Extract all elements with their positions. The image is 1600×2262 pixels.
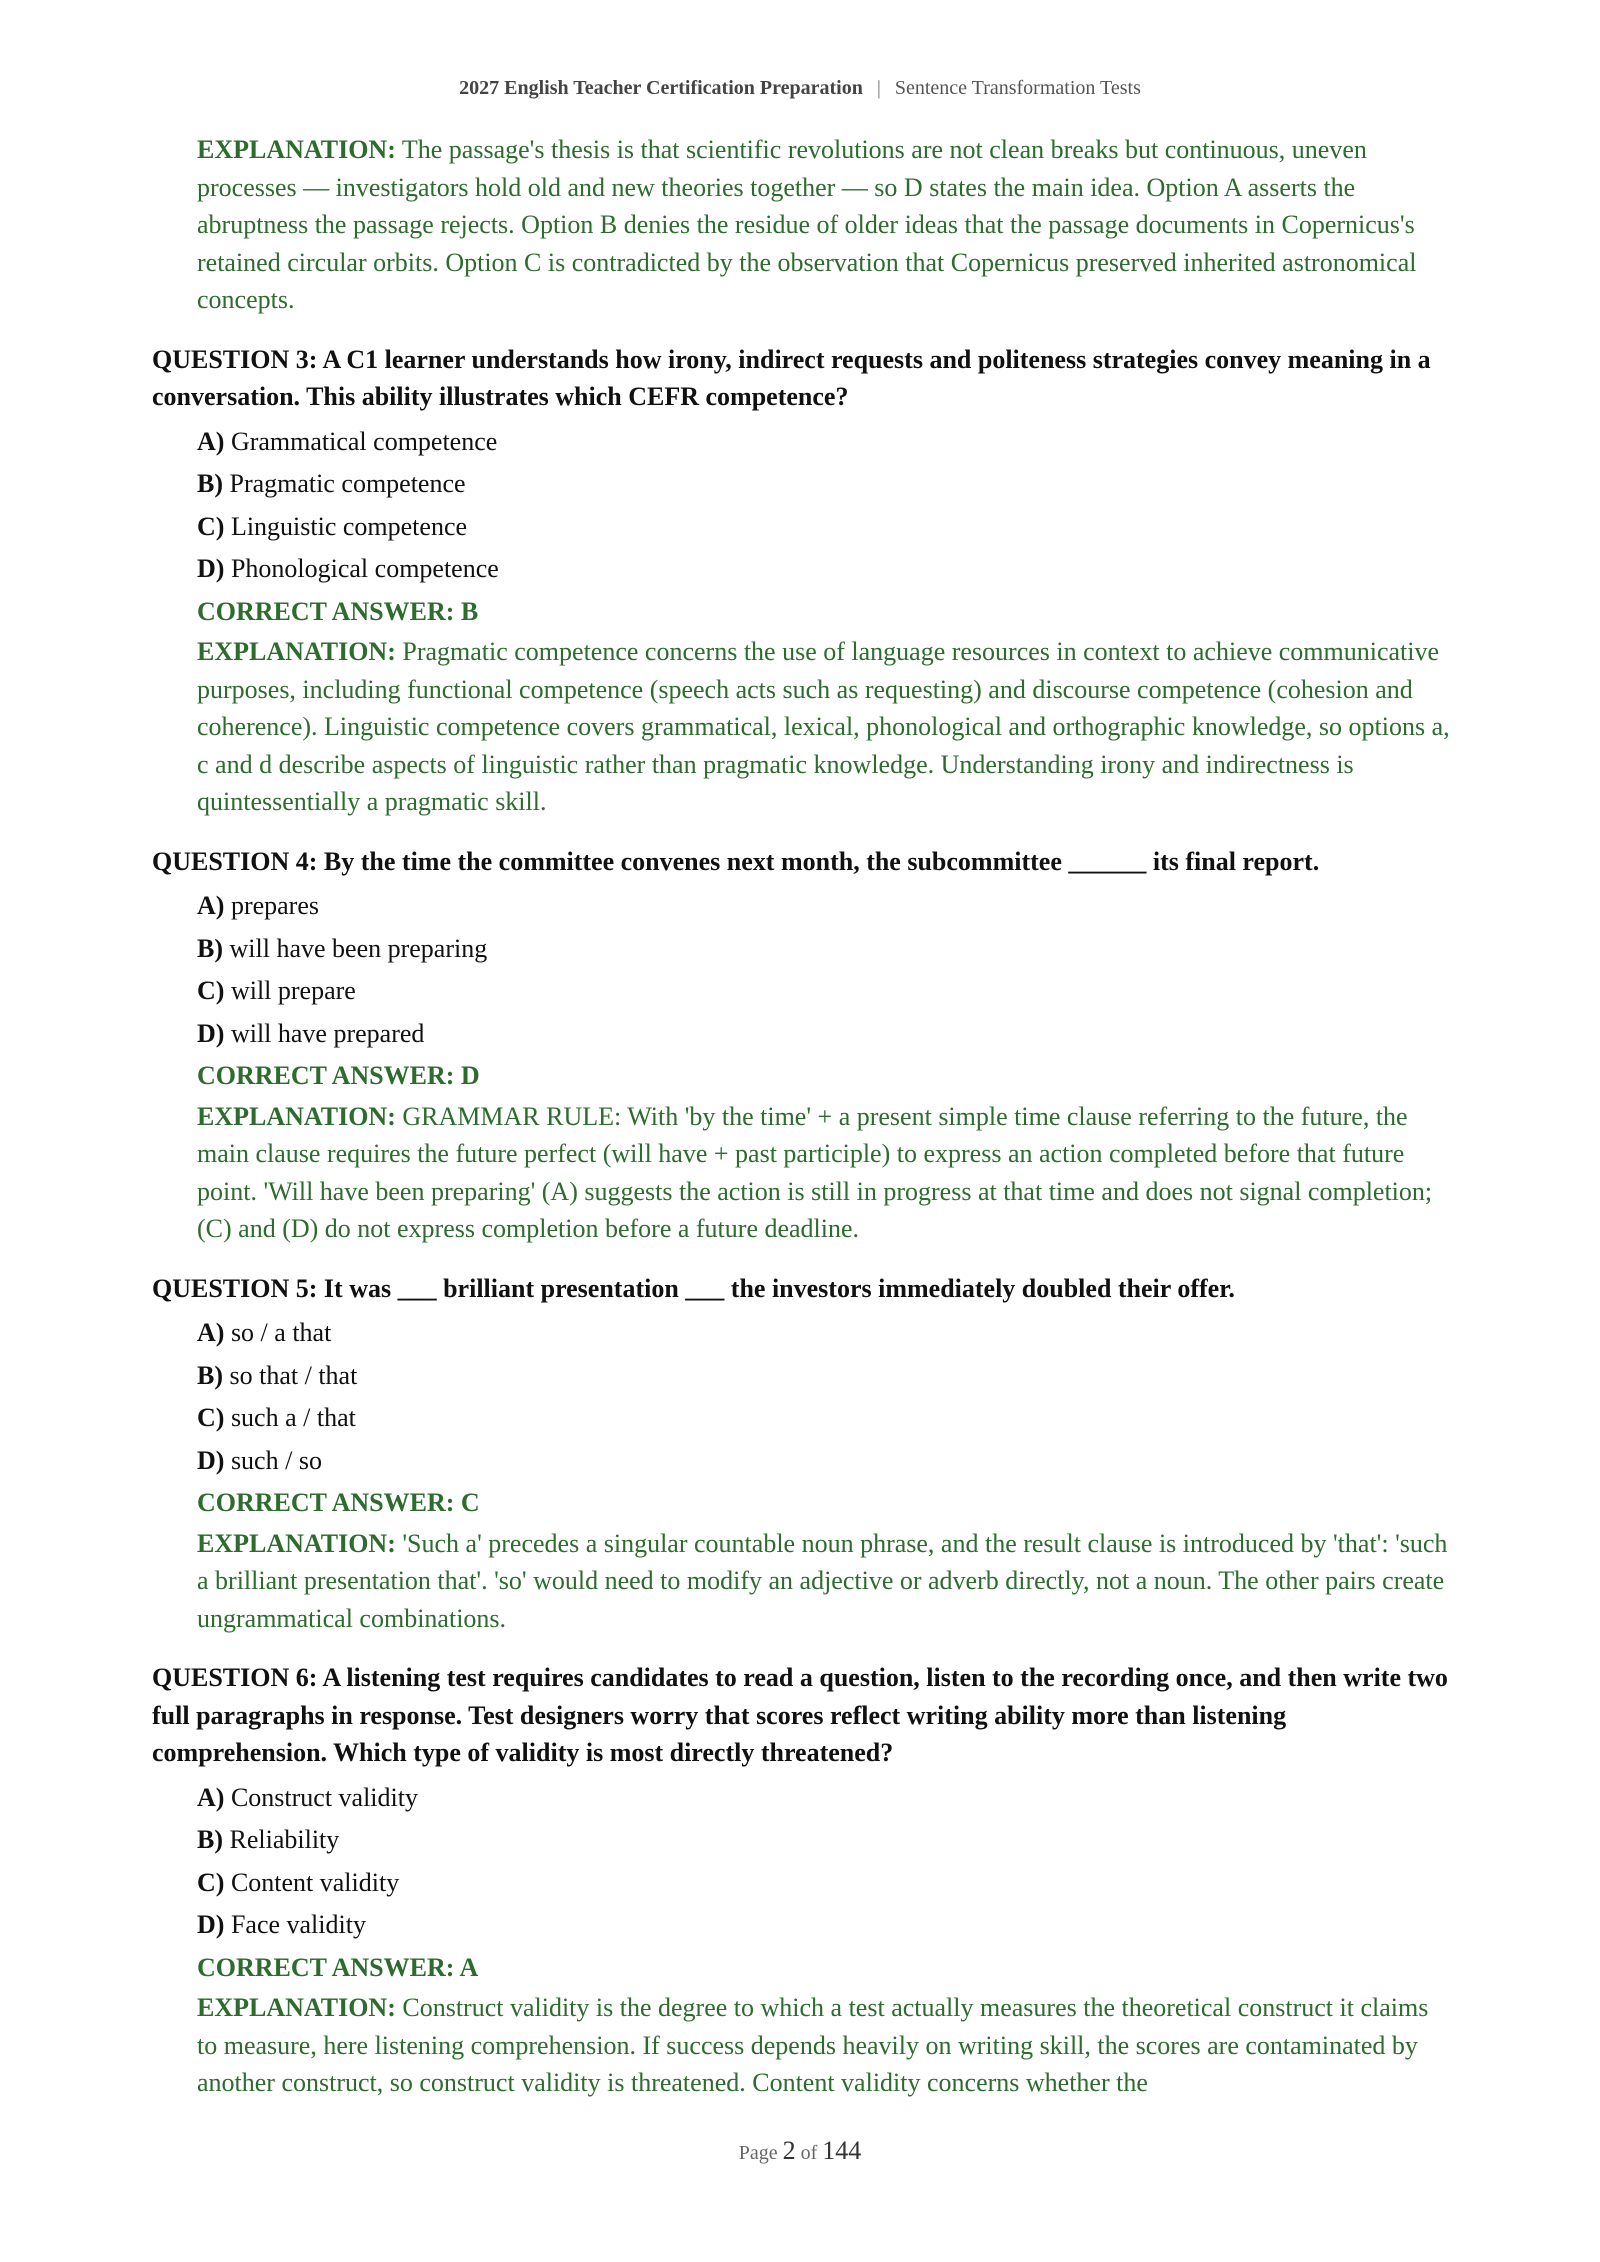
explanation xyxy=(197,633,1452,821)
intro-explanation xyxy=(197,131,1452,319)
explanation-label: EXPLANATION: xyxy=(197,135,396,164)
document-subtitle: Sentence Transformation Tests xyxy=(894,77,1141,99)
explanation xyxy=(197,1098,1452,1248)
option-letter: A) xyxy=(197,1782,225,1812)
explanation-text: 'Such a' precedes a singular countable noun phrase, and the result clause is introduced by 'that': 'such a brilliant presentation that'. 'so' would need to modify an adjective or adverb directly, not a noun. The other pairs create ungrammatical combinations. xyxy=(197,1528,1448,1633)
header-separator: | xyxy=(876,77,881,99)
question-stem: QUESTION 3: A C1 learner understands how irony, indirect requests and politeness strategies convey meaning in a conversation. This ability illustrates which CEFR competence? xyxy=(152,344,1431,411)
option-letter: C) xyxy=(197,976,225,1005)
option-text: Construct validity xyxy=(224,1782,418,1812)
explanation xyxy=(197,1525,1452,1638)
page-label: Page xyxy=(738,2142,778,2164)
option-d xyxy=(197,1440,1452,1483)
option-letter: A) xyxy=(197,891,225,920)
option-letter: D) xyxy=(197,1445,225,1475)
question-block-3 xyxy=(152,341,1452,821)
option-text: such / so xyxy=(224,1445,322,1475)
option-d xyxy=(197,1904,1452,1947)
option-letter: C) xyxy=(197,1403,225,1432)
option-d xyxy=(197,1013,1452,1056)
option-letter: C) xyxy=(197,511,225,541)
question-block-4 xyxy=(152,843,1452,1248)
option-letter: A) xyxy=(197,426,225,456)
option-text: Face validity xyxy=(224,1910,366,1939)
explanation-text: Pragmatic competence concerns the use of language resources in context to achieve communicative purposes, including functional competence (speech acts such as requesting) and discourse competence (cohesion and coherence). Linguistic competence covers grammatical, lexical, phonological and orthographic knowledge, so options a, c and d describe aspects of linguistic rather than pragmatic knowledge. Understanding irony and indirectness is quintessentially a pragmatic skill. xyxy=(197,637,1450,816)
options-list xyxy=(197,1312,1452,1482)
option-c xyxy=(197,1862,1452,1905)
explanation-label: EXPLANATION: xyxy=(197,1528,396,1558)
explanation-text: GRAMMAR RULE: With 'by the time' + a present simple time clause referring to the future, the main clause requires the future perfect (will have + past participle) to express an action completed before that future point. 'Will have been preparing' (A) suggests the action is still in progress at that time and does not signal completion; (C) and (D) do not express completion before a future deadline. xyxy=(197,1101,1433,1243)
option-text: so that / that xyxy=(223,1360,358,1390)
option-letter: D) xyxy=(197,1018,225,1048)
option-letter: C) xyxy=(197,1867,225,1897)
explanation-text: Construct validity is the degree to which a test actually measures the theoretical construct it claims to measure, here listening comprehension. If success depends heavily on writing skill, the scores are contaminated by another construct, so construct validity is threatened. Content validity concerns whether the xyxy=(197,1993,1429,2097)
option-letter: B) xyxy=(197,469,223,498)
explanation-text: The passage's thesis is that scientific revolutions are not clean breaks but continuous, uneven processes — investigators hold old and new theories together — so D states the main idea. Option A asserts the abruptness the passage rejects. Option B denies the residue of older ideas that the passage documents in Copernicus's retained circular orbits. Option C is contradicted by the observation that Copernicus preserved inherited astronomical concepts. xyxy=(197,135,1417,314)
option-letter: D) xyxy=(197,1910,225,1939)
options-list xyxy=(197,1777,1452,1947)
option-text: Reliability xyxy=(223,1825,340,1854)
of-label: of xyxy=(800,2142,818,2164)
question-block-5 xyxy=(152,1270,1452,1638)
option-a xyxy=(197,1312,1452,1355)
option-text: Grammatical competence xyxy=(224,426,498,456)
options-list xyxy=(197,885,1452,1055)
option-letter: B) xyxy=(197,1825,223,1854)
correct-answer: CORRECT ANSWER: B xyxy=(197,596,479,626)
option-c xyxy=(197,970,1452,1013)
question-stem: QUESTION 6: A listening test requires candidates to read a question, listen to the recording once, and then write two full paragraphs in response. Test designers worry that scores reflect writing ability more than listening comprehension. Which type of validity is most directly threatened? xyxy=(152,1663,1448,1767)
page-header xyxy=(0,74,1600,102)
page-footer xyxy=(0,2136,1600,2166)
option-a xyxy=(197,1777,1452,1820)
option-text: Linguistic competence xyxy=(224,511,468,541)
option-c xyxy=(197,1397,1452,1440)
explanation-label: EXPLANATION: xyxy=(197,1993,396,2022)
option-text: prepares xyxy=(224,891,319,920)
option-text: such a / that xyxy=(224,1403,356,1432)
question-stem: QUESTION 4: By the time the committee convenes next month, the subcommittee ______ its final report. xyxy=(152,846,1320,876)
option-text: Content validity xyxy=(224,1867,400,1897)
option-b xyxy=(197,928,1452,971)
option-text: will have prepared xyxy=(224,1018,425,1048)
total-pages: 144 xyxy=(822,2136,862,2165)
option-letter: D) xyxy=(197,554,225,583)
explanation xyxy=(197,1989,1452,2102)
option-letter: A) xyxy=(197,1318,225,1347)
question-stem: QUESTION 5: It was ___ brilliant presentation ___ the investors immediately doubled their offer. xyxy=(152,1273,1235,1303)
options-list xyxy=(197,421,1452,591)
option-a xyxy=(197,421,1452,464)
option-text: will prepare xyxy=(224,976,356,1005)
correct-answer: CORRECT ANSWER: D xyxy=(197,1061,480,1090)
document-title: 2027 English Teacher Certification Preparation xyxy=(459,77,863,99)
page-content xyxy=(152,131,1452,2102)
question-block-6 xyxy=(152,1659,1452,2102)
option-b xyxy=(197,463,1452,506)
correct-answer: CORRECT ANSWER: A xyxy=(197,1952,479,1982)
option-c xyxy=(197,506,1452,549)
option-b xyxy=(197,1819,1452,1862)
option-text: so / a that xyxy=(224,1318,332,1347)
option-b xyxy=(197,1355,1452,1398)
option-text: will have been preparing xyxy=(223,933,488,963)
explanation-label: EXPLANATION: xyxy=(197,1101,396,1131)
page-number: 2 xyxy=(782,2136,796,2165)
option-a xyxy=(197,885,1452,928)
option-letter: B) xyxy=(197,1360,223,1390)
option-d xyxy=(197,548,1452,591)
option-letter: B) xyxy=(197,933,223,963)
explanation-label: EXPLANATION: xyxy=(197,637,396,666)
option-text: Pragmatic competence xyxy=(223,469,466,498)
option-text: Phonological competence xyxy=(224,554,499,583)
correct-answer: CORRECT ANSWER: C xyxy=(197,1488,480,1517)
